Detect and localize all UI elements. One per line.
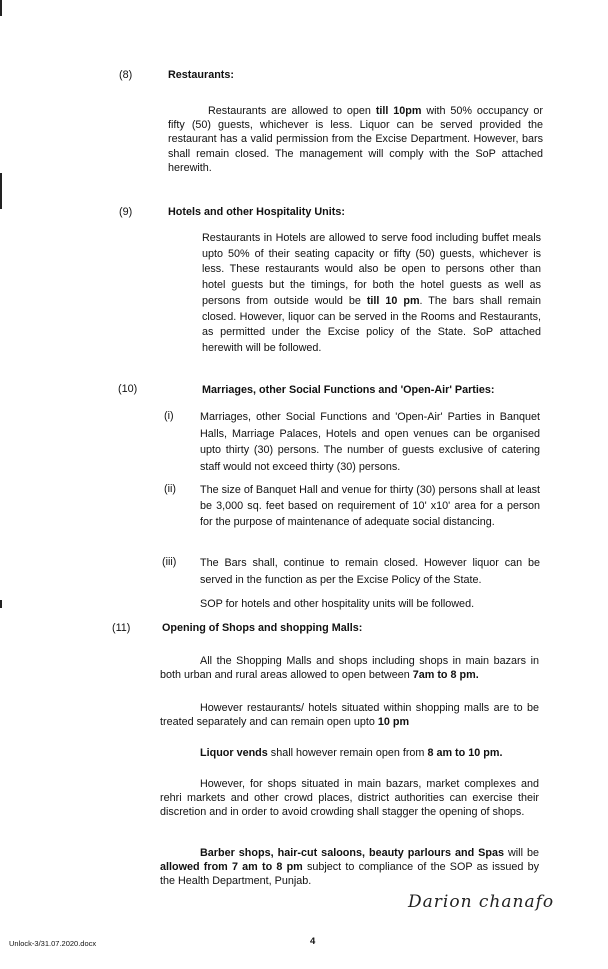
liquor-vends-time: 8 am to 10 pm. — [427, 747, 503, 759]
section-8-time: till 10pm — [375, 105, 422, 117]
section-9-heading: Hotels and other Hospitality Units: — [168, 206, 345, 218]
malls-text: However restaurants/ hotels situated within shopping malls are to be treated separately and can remain open upto — [160, 702, 539, 729]
scan-edge-mark — [0, 600, 2, 608]
section-8-paragraph — [168, 104, 543, 175]
section-10-item-number: (ii) — [164, 483, 176, 495]
section-10-note: SOP for hotels and other hospitality units will be followed. — [200, 598, 475, 610]
section-9-text-end: . The bars shall remain closed. However, liquor can be served in the Rooms and Restaurants, as permitted under the Excise policy of the State. SoP attached herewith will be followed. — [202, 294, 541, 354]
section-10-item-text: The size of Banquet Hall and venue for thirty (30) persons shall at least be 3,000 sq. feet based on requirement of 10' x10' area for a person for the purpose of maintenance of adequate social distancing. — [200, 484, 540, 528]
liquor-vends-label: Liquor vends — [200, 747, 268, 759]
section-10-heading: Marriages, other Social Functions and 'Open-Air' Parties: — [202, 384, 495, 396]
scan-edge-mark — [0, 0, 2, 16]
section-11-paragraph-3 — [200, 746, 502, 760]
section-9-paragraph — [202, 231, 541, 357]
section-9-time: till 10 pm — [366, 294, 420, 307]
section-8-text-end: with 50% occupancy or fifty (50) guests, whichever is less. Liquor can be served provided the restaurant has a valid permission from the Excise Department. However, bars shall remain closed. The management will comply with the SoP attached herewith. — [168, 105, 543, 174]
section-11-paragraph-2 — [160, 701, 539, 729]
section-9-number: (9) — [119, 206, 133, 218]
section-11-number: (11) — [112, 622, 131, 634]
section-10-item-number: (i) — [164, 410, 174, 422]
section-11-heading: Opening of Shops and shopping Malls: — [162, 622, 363, 634]
section-11-paragraph-5 — [160, 846, 539, 889]
section-10-item-text: Marriages, other Social Functions and 'Open-Air' Parties in Banquet Halls, Marriage Palaces, Hotels and open venues can be organised upto thirty (30) persons. The number of guests exclusive of catering staff would not exceed thirty (30) persons. — [200, 411, 540, 473]
section-11-paragraph-1 — [160, 654, 539, 682]
section-10-item-text: The Bars shall, continue to remain closed. However liquor can be served in the function as per the Excise Policy of the State. — [200, 557, 540, 586]
barber-shops-text-end: subject to compliance of the SOP as issued by the Health Department, Punjab. — [160, 861, 539, 888]
footer-filename: Unlock-3/31.07.2020.docx — [9, 939, 97, 948]
shops-text: All the Shopping Malls and shops including shops in main bazars in both urban and rural areas allowed to open between — [160, 655, 539, 682]
section-8-text: Restaurants are allowed to open — [208, 105, 376, 117]
section-10-item-number: (iii) — [162, 556, 177, 568]
section-11-paragraph-4: However, for shops situated in main bazars, market complexes and rehri markets and other crowd places, district authorities can exercise their discretion and in order to avoid crowding shall stagger the opening of shops. — [160, 778, 539, 819]
shops-time: 7am to 8 pm. — [412, 669, 479, 682]
barber-shops-time: allowed from 7 am to 8 pm — [160, 861, 303, 874]
scan-edge-mark — [0, 173, 2, 209]
barber-shops-text: will be — [503, 847, 539, 859]
section-8-heading: Restaurants: — [168, 69, 234, 81]
section-10-number: (10) — [118, 383, 138, 395]
liquor-vends-text: shall however remain open from — [267, 747, 428, 759]
malls-time: 10 pm — [377, 716, 410, 729]
handwritten-signature: Darion chanafo — [408, 892, 555, 912]
barber-shops-label: Barber shops, hair-cut saloons, beauty parlours and Spas — [200, 847, 504, 859]
section-9-text: Restaurants in Hotels are allowed to serve food including buffet meals upto 50% of their seating capacity or fifty (50) guests, whichever is less. These restaurants would also be open to persons other than hotel guests but the timings, for both the hotel guests as well as persons from outside would be — [202, 232, 541, 307]
section-8-number: (8) — [119, 69, 133, 81]
page-number: 4 — [310, 936, 316, 947]
